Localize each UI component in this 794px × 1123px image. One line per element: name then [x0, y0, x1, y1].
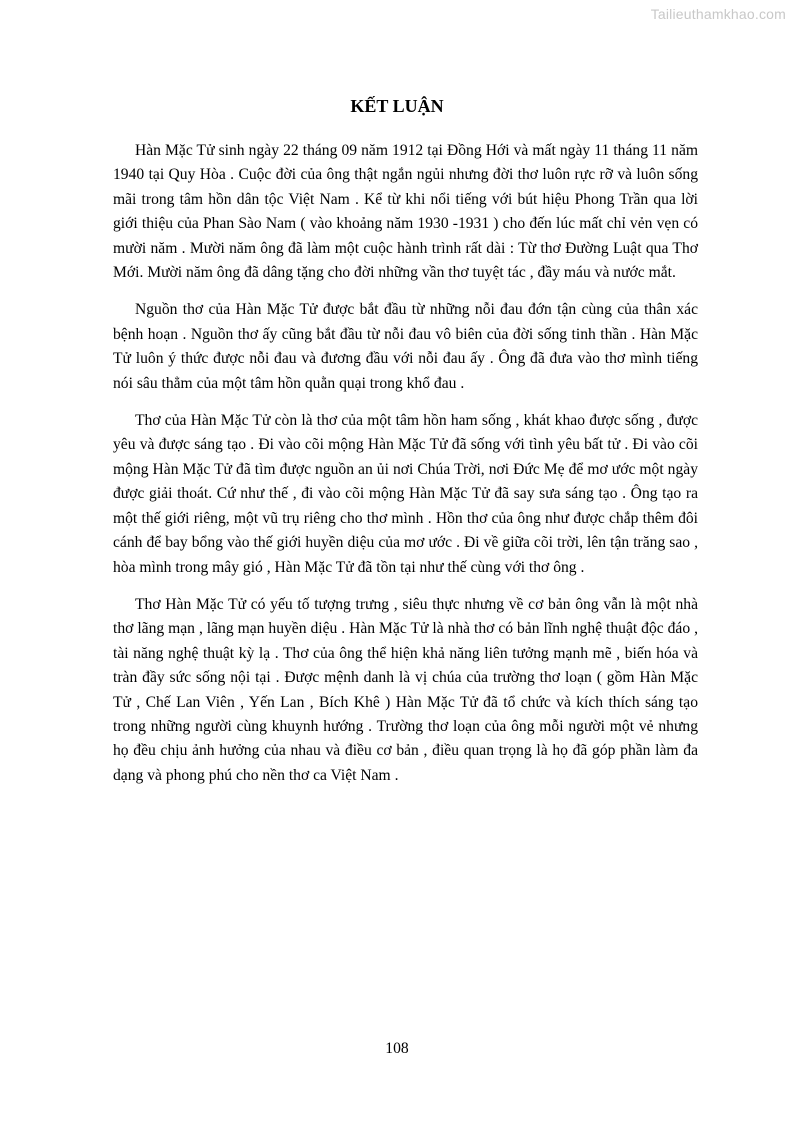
paragraph: Hàn Mặc Tử sinh ngày 22 tháng 09 năm 1912 tại Đồng Hới và mất ngày 11 tháng 11 năm 1940 tại Quy Hòa . Cuộc đời của ông thật ngắn ngủi nhưng đời thơ luôn rực rỡ và luôn sống mãi trong tâm hồn dân tộc Việt Nam . Kể từ khi nổi tiếng với bút hiệu Phong Trần qua lời giới thiệu của Phan Sào Nam ( vào khoảng năm 1930 -1931 ) cho đến lúc mất chỉ vẻn vẹn có mười năm . Mười năm ông đã làm một cuộc hành trình rất dài : Từ thơ Đường Luật qua Thơ Mới. Mười năm ông đã dâng tặng cho đời những vần thơ tuyệt tác , đầy máu và nước mắt. — [113, 142, 698, 282]
page-number: 108 — [385, 1040, 409, 1057]
paragraph: Thơ của Hàn Mặc Tử còn là thơ của một tâm hồn ham sống , khát khao được sống , được yêu và được sáng tạo . Đi vào cõi mộng Hàn Mặc Tử đã sống với tình yêu bất tử . Đi vào cõi mộng Hàn Mặc Tử đã tìm được nguồn an ủi nơi Chúa Trời, nơi Đức Mẹ để mơ ước một ngày được giải thoát. Cứ như thế , đi vào cõi mộng Hàn Mặc Tử đã say sưa sáng tạo . Ông tạo ra một thế giới riêng, một vũ trụ riêng cho thơ mình . Hồn thơ của ông như được chắp thêm đôi cánh để bay bổng vào thế giới huyền diệu của mơ ước . Đi về giữa cõi trời, lên tận trăng sao , hòa mình trong mây gió , Hàn Mặc Tử đã tồn tại như thế cùng với thơ ông . — [113, 412, 698, 576]
body-text — [113, 139, 698, 801]
paragraph: Nguồn thơ của Hàn Mặc Tử được bắt đầu từ những nỗi đau đớn tận cùng của thân xác bệnh hoạn . Nguồn thơ ấy cũng bắt đầu từ nỗi đau vô biên của đời sống tinh thần . Hàn Mặc Tử luôn ý thức được nỗi đau và đương đầu với nỗi đau ấy . Ông đã đưa vào thơ mình tiếng nói sâu thẳm của một tâm hồn quằn quại trong khổ đau . — [113, 301, 698, 392]
page-title: KẾT LUẬN — [350, 96, 444, 116]
watermark: Tailieuthamkhao.com — [650, 6, 786, 22]
paragraph: Thơ Hàn Mặc Tử có yếu tố tượng trưng , siêu thực nhưng về cơ bản ông vẫn là một nhà thơ lãng mạn , lãng mạn huyền diệu . Hàn Mặc Tử là nhà thơ có bản lĩnh nghệ thuật độc đáo , tài năng nghệ thuật kỳ lạ . Thơ của ông thể hiện khả năng liên tưởng mạnh mẽ , biến hóa và tràn đầy sức sống nội tại . Được mệnh danh là vị chúa của trường thơ loạn ( gồm Hàn Mặc Tử , Chế Lan Viên , Yến Lan , Bích Khê ) Hàn Mặc Tử đã tổ chức và kích thích sáng tạo trong những người cùng khuynh hướng . Trường thơ loạn của ông mỗi người một vẻ nhưng họ đều chịu ảnh hưởng của nhau và điều cơ bản , điều quan trọng là họ đã góp phần làm đa dạng và phong phú cho nền thơ ca Việt Nam . — [113, 595, 698, 784]
